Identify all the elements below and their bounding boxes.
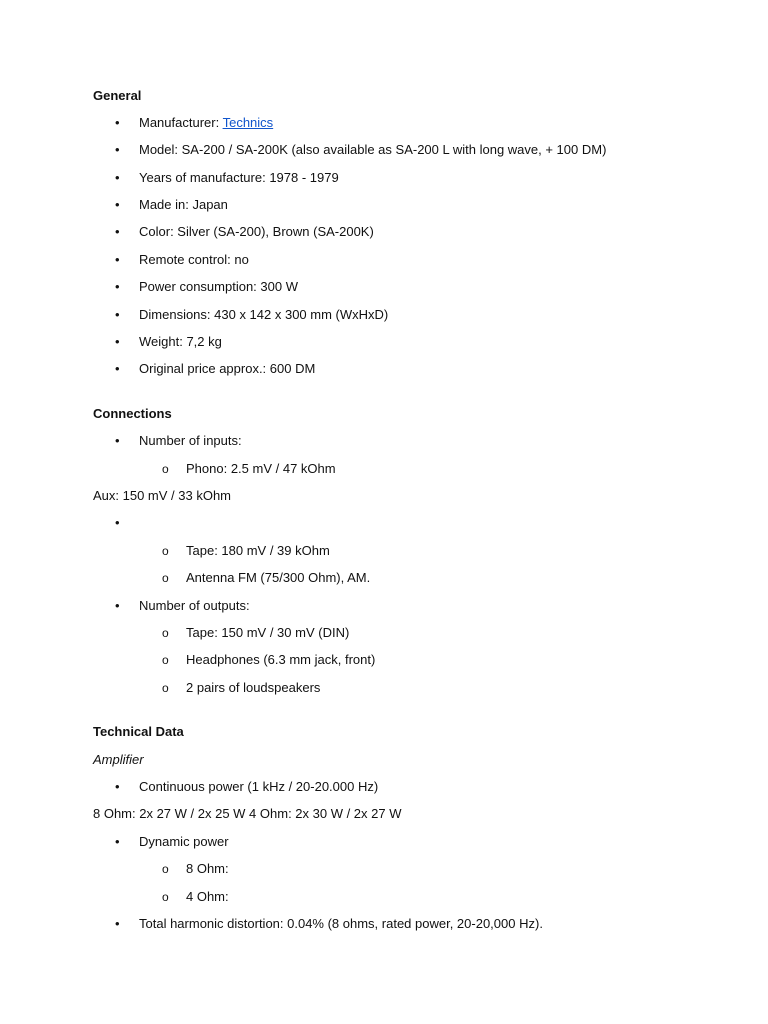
subheading-amplifier: Amplifier xyxy=(93,752,144,767)
bullet-icon: • xyxy=(115,142,120,157)
paragraph-aux: Aux: 150 mV / 33 kOhm xyxy=(93,488,232,503)
list-item-text: Number of inputs: xyxy=(139,433,242,448)
bullet-icon: • xyxy=(115,433,120,448)
bullet-icon: • xyxy=(115,252,120,267)
bullet-icon: • xyxy=(115,361,120,376)
bullet-icon: • xyxy=(115,307,120,322)
bullet-icon: • xyxy=(115,779,120,794)
circle-bullet-icon: o xyxy=(162,571,169,585)
section-heading-general: General xyxy=(93,88,142,103)
list-item-text: Years of manufacture: 1978 - 1979 xyxy=(139,170,339,185)
sub-list-item-text: 2 pairs of loudspeakers xyxy=(186,680,321,695)
paragraph-continuous-values: 8 Ohm: 2x 27 W / 2x 25 W 4 Ohm: 2x 30 W / 2x 27 W xyxy=(93,806,402,821)
bullet-icon: • xyxy=(115,224,120,239)
bullet-icon: • xyxy=(115,279,120,294)
section-heading-technical: Technical Data xyxy=(93,724,184,739)
bullet-icon: • xyxy=(115,916,120,931)
bullet-icon: • xyxy=(115,834,120,849)
bullet-icon: • xyxy=(115,197,120,212)
circle-bullet-icon: o xyxy=(162,462,169,476)
bullet-icon: • xyxy=(115,170,120,185)
circle-bullet-icon: o xyxy=(162,626,169,640)
manufacturer-link[interactable]: Technics xyxy=(222,115,274,130)
circle-bullet-icon: o xyxy=(162,653,169,667)
list-item-text: Color: Silver (SA-200), Brown (SA-200K) xyxy=(139,224,374,239)
sub-list-item-text: Headphones (6.3 mm jack, front) xyxy=(186,652,376,667)
list-item-text: Dynamic power xyxy=(139,834,229,849)
sub-list-item-text: Tape: 150 mV / 30 mV (DIN) xyxy=(186,625,350,640)
sub-list-item-text: Tape: 180 mV / 39 kOhm xyxy=(186,543,330,558)
sub-list-item-text: Phono: 2.5 mV / 47 kOhm xyxy=(186,461,336,476)
circle-bullet-icon: o xyxy=(162,862,169,876)
list-item-text: Continuous power (1 kHz / 20-20.000 Hz) xyxy=(139,779,379,794)
sub-list-item-text: 8 Ohm: xyxy=(186,861,229,876)
bullet-icon: • xyxy=(115,115,120,130)
circle-bullet-icon: o xyxy=(162,544,169,558)
list-item-text: Dimensions: 430 x 142 x 300 mm (WxHxD) xyxy=(139,307,389,322)
list-item-text: Power consumption: 300 W xyxy=(139,279,298,294)
bullet-icon: • xyxy=(115,334,120,349)
list-item-text: Original price approx.: 600 DM xyxy=(139,361,316,376)
bullet-icon: • xyxy=(115,515,120,530)
list-item-text: Made in: Japan xyxy=(139,197,228,212)
section-heading-connections: Connections xyxy=(93,406,172,421)
manufacturer-label: Manufacturer: xyxy=(139,115,223,130)
sub-list-item-text: Antenna FM (75/300 Ohm), AM. xyxy=(186,570,371,585)
circle-bullet-icon: o xyxy=(162,890,169,904)
list-item-text: Number of outputs: xyxy=(139,598,250,613)
sub-list-item-text: 4 Ohm: xyxy=(186,889,229,904)
bullet-icon: • xyxy=(115,598,120,613)
list-item-text: Model: SA-200 / SA-200K (also available as SA-200 L with long wave, + 100 DM) xyxy=(139,142,607,157)
list-item-text: Remote control: no xyxy=(139,252,249,267)
list-item-text: Weight: 7,2 kg xyxy=(139,334,222,349)
list-item-text: Total harmonic distortion: 0.04% (8 ohms, rated power, 20-20,000 Hz). xyxy=(139,916,543,931)
circle-bullet-icon: o xyxy=(162,681,169,695)
